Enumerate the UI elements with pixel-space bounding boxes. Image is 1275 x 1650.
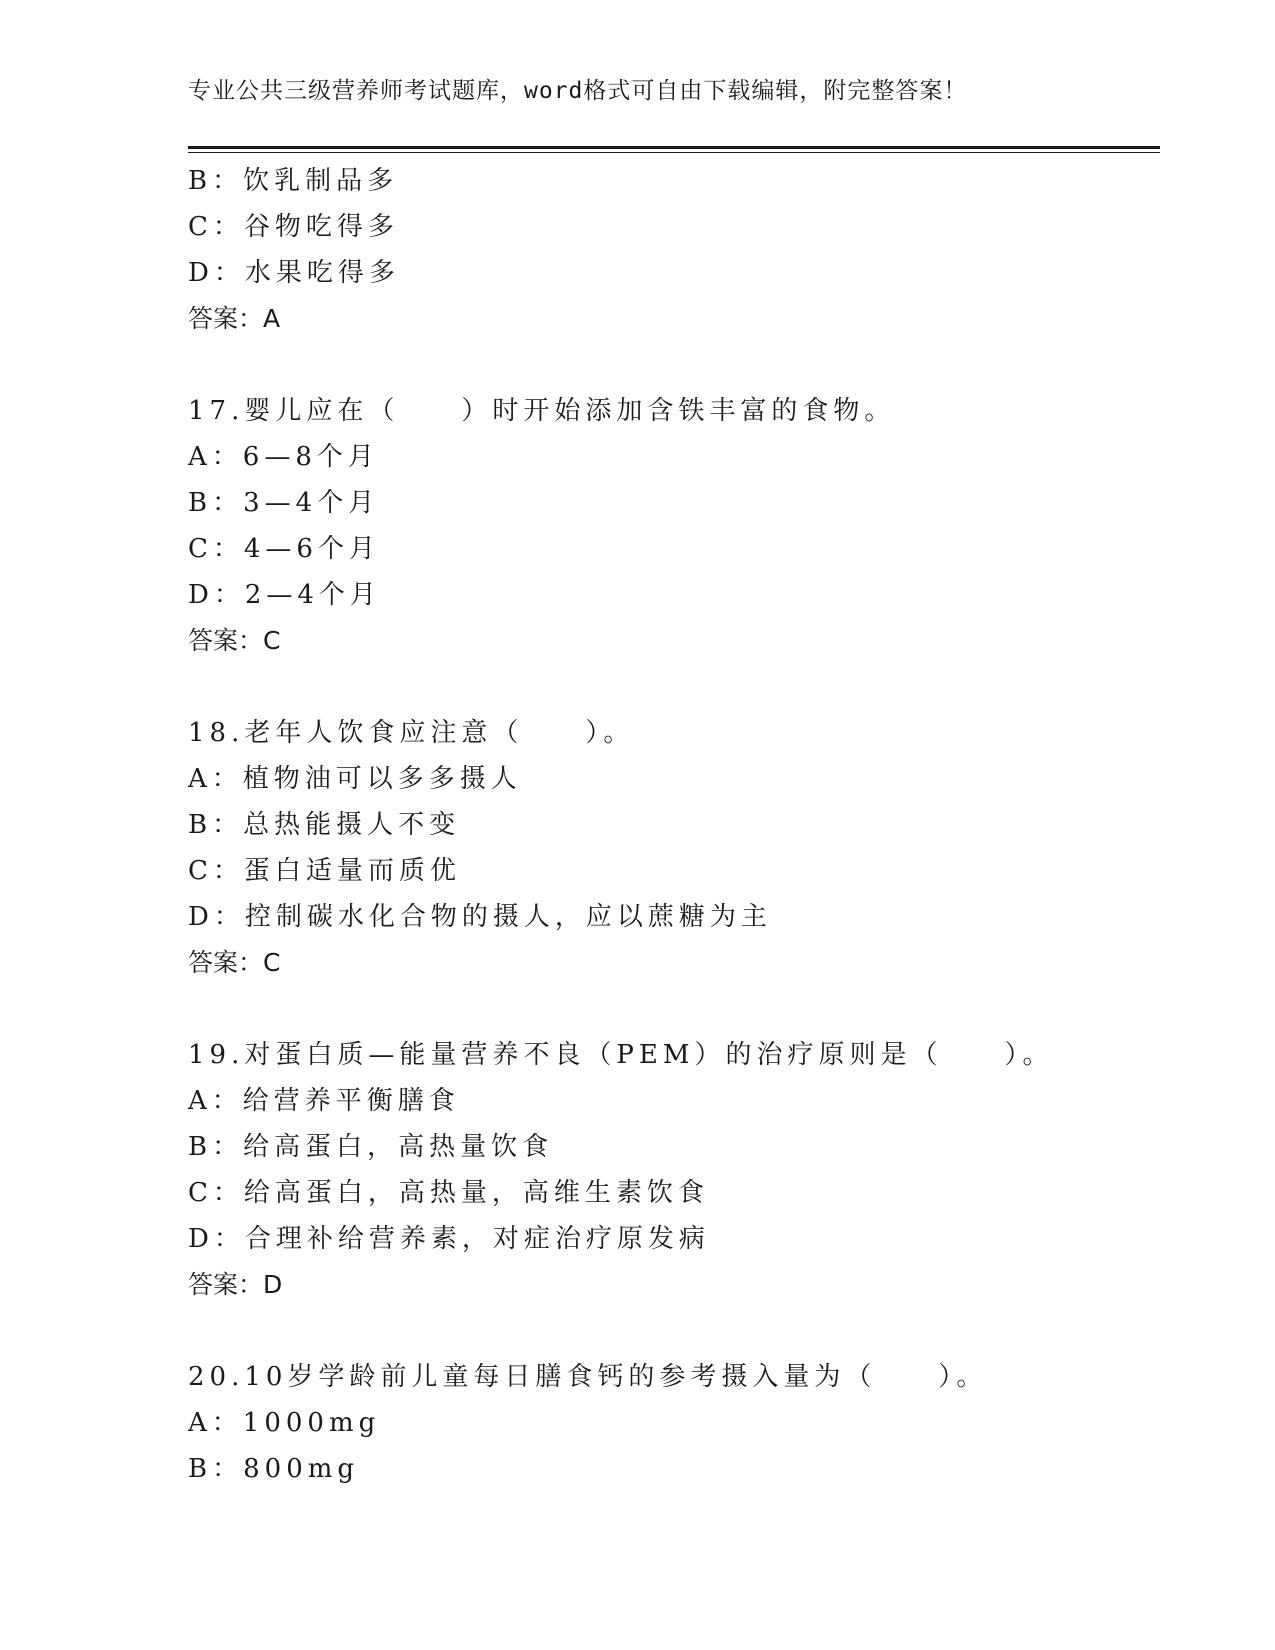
document-body (188, 158, 1160, 1492)
question-18 (188, 710, 1160, 986)
option-b: B：饮乳制品多 (188, 166, 399, 196)
question-stem: 17.婴儿应在（ ）时开始添加含铁丰富的食物。 (188, 396, 896, 426)
question-19 (188, 1032, 1160, 1308)
question-stem: 19.对蛋白质—能量营养不良（PEM）的治疗原则是（ ）。 (188, 1040, 1054, 1070)
option-d: D：水果吃得多 (188, 258, 400, 288)
option-a: A：6—8个月 (188, 442, 379, 472)
answer-line: 答案：C (188, 626, 281, 655)
option-a: A：1000mg (188, 1408, 381, 1438)
spacer (188, 986, 1160, 1032)
answer-line: 答案：C (188, 948, 281, 977)
option-b: B：800mg (188, 1454, 360, 1484)
question-stem: 20.10岁学龄前儿童每日膳食钙的参考摄入量为（ ）。 (188, 1362, 988, 1392)
question-17 (188, 388, 1160, 664)
answer-line: 答案：A (188, 304, 281, 333)
question-20 (188, 1354, 1160, 1492)
partial-question (188, 158, 1160, 342)
header-rule-thin (188, 152, 1160, 153)
option-b: B：总热能摄人不变 (188, 810, 461, 840)
option-d: D：合理补给营养素，对症治疗原发病 (188, 1224, 710, 1254)
option-c: C：给高蛋白，高热量，高维生素饮食 (188, 1178, 709, 1208)
option-a: A：植物油可以多多摄人 (188, 764, 522, 794)
question-stem: 18.老年人饮食应注意（ ）。 (188, 718, 635, 748)
option-c: C：谷物吃得多 (188, 212, 399, 242)
option-d: D：控制碳水化合物的摄人，应以蔗糖为主 (188, 902, 772, 932)
option-c: C：蛋白适量而质优 (188, 856, 461, 886)
option-b: B：3—4个月 (188, 488, 380, 518)
option-c: C：4—6个月 (188, 534, 380, 564)
spacer (188, 1308, 1160, 1354)
page-header: 专业公共三级营养师考试题库，word格式可自由下载编辑，附完整答案！ (188, 78, 968, 104)
spacer (188, 342, 1160, 388)
spacer (188, 664, 1160, 710)
option-b: B：给高蛋白，高热量饮食 (188, 1132, 554, 1162)
option-d: D：2—4个月 (188, 580, 381, 610)
option-a: A：给营养平衡膳食 (188, 1086, 460, 1116)
answer-line: 答案：D (188, 1270, 283, 1299)
header-rule-thick (188, 146, 1160, 149)
